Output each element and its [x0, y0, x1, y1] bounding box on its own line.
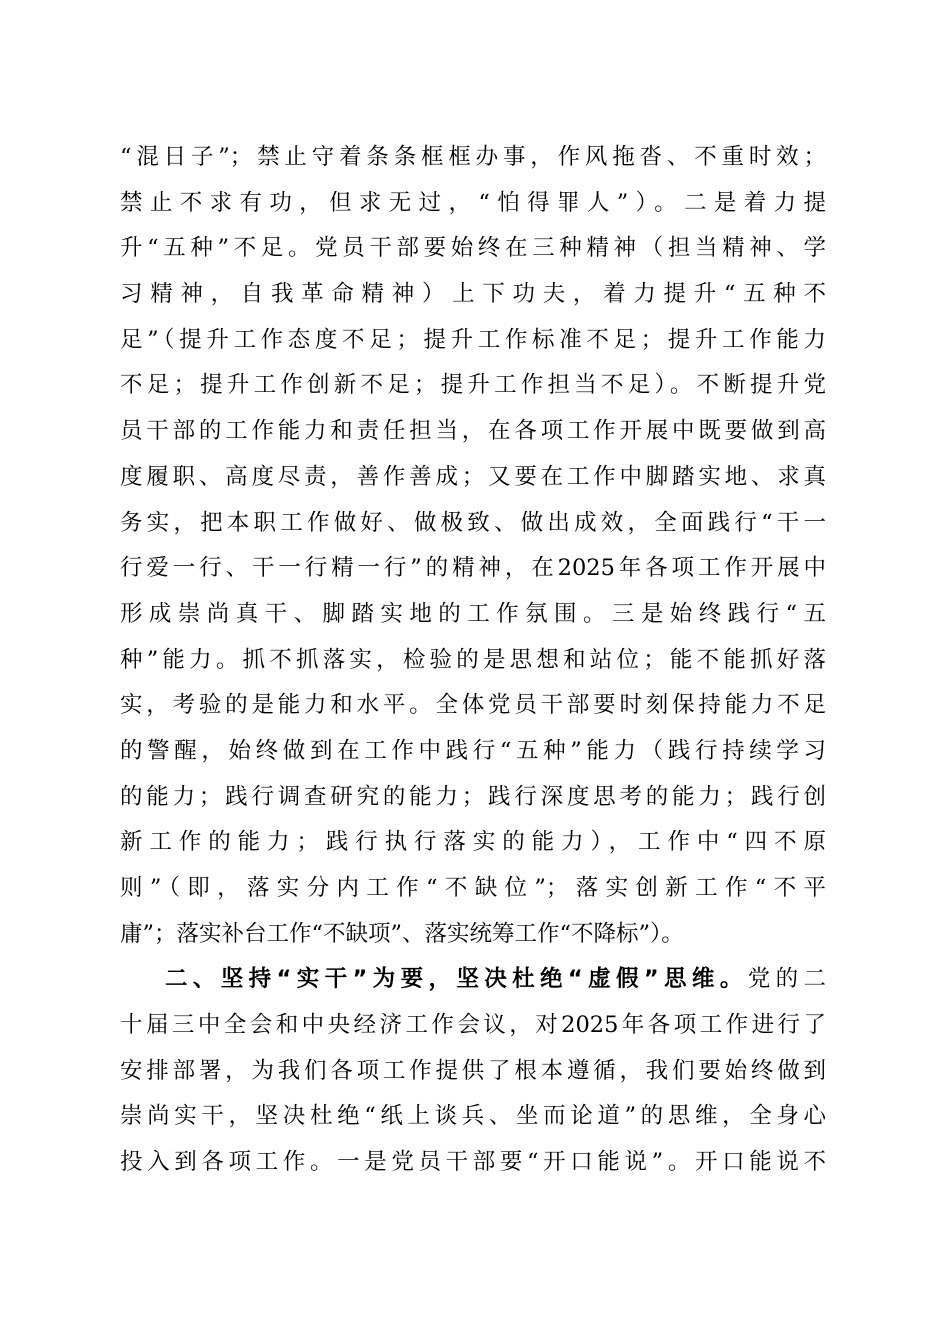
text-line: 庸”；落实补台工作“不缺项”、落实统筹工作“不降标”）。: [120, 920, 684, 947]
text-line: 度履职、高度尽责，善作善成；又要在工作中脚踏实地、求真: [120, 463, 826, 490]
text-line: 务实，把本职工作做好、做极致、做出成效，全面践行“干一: [120, 509, 826, 536]
text-line: 新工作的能力；践行执行落实的能力），工作中“四不原: [120, 829, 826, 856]
text-line: 不足；提升工作创新不足；提升工作担当不足）。不断提升党: [120, 372, 826, 399]
text-line: 升“五种”不足。党员干部要始终在三种精神（担当精神、学: [120, 235, 826, 262]
text-line: “混日子”；禁止守着条条框框办事，作风拖沓、不重时效；: [120, 144, 826, 170]
text-line: 形成崇尚真干、脚踏实地的工作氛围。三是始终践行“五: [120, 600, 826, 627]
text-line: 的警醒，始终做到在工作中践行“五种”能力（践行持续学习: [120, 737, 826, 764]
text-line: 实，考验的是能力和水平。全体党员干部要时刻保持能力不足: [120, 692, 826, 719]
text-line: 崇尚实干，坚决杜绝“纸上谈兵、坐而论道”的思维，全身心: [120, 1103, 826, 1130]
text-line: 行爱一行、干一行精一行”的精神，在2025年各项工作开展中: [120, 555, 826, 582]
section-heading-line: [120, 957, 826, 1003]
section-heading: 二、坚持“实干”为要，坚决杜绝“虚假”思维。: [165, 966, 748, 993]
text-line: 足”（提升工作态度不足；提升工作标准不足；提升工作能力: [120, 326, 826, 353]
text-line: 习精神，自我革命精神）上下功夫，着力提升“五种不: [120, 281, 826, 308]
text-line: 安排部署，为我们各项工作提供了根本遵循，我们要始终做到: [120, 1057, 826, 1084]
text-line: 投入到各项工作。一是党员干部要“开口能说”。开口能说不: [120, 1149, 826, 1176]
text-line: 十届三中全会和中央经济工作会议，对2025年各项工作进行了: [120, 1012, 826, 1039]
body-text: [120, 135, 826, 1186]
text-line: 则”（即，落实分内工作“不缺位”；落实创新工作“不平: [120, 875, 826, 901]
text-line: 员干部的工作能力和责任担当，在各项工作开展中既要做到高: [120, 418, 826, 445]
text-line: 的能力；践行调查研究的能力；践行深度思考的能力；践行创: [120, 783, 826, 810]
section-heading-tail: 党的二: [747, 966, 826, 993]
text-line: 禁止不求有功，但求无过，“怕得罪人”）。二是着力提: [120, 189, 826, 216]
text-line: 种”能力。抓不抓落实，检验的是思想和站位；能不能抓好落: [120, 646, 826, 673]
